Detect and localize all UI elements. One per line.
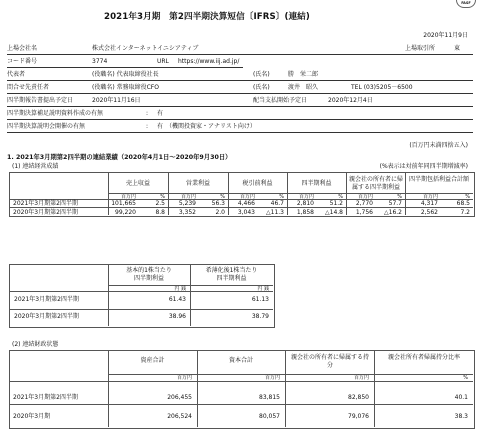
pct-value: 7.2 — [460, 209, 470, 216]
amount-value: 4,317 — [420, 200, 438, 207]
report-date-label: 四半期報告書提出予定日 — [7, 97, 74, 104]
pct-value: 2.5 — [155, 200, 165, 207]
meeting-colon: : — [146, 123, 149, 130]
amount-value: 80,057 — [259, 413, 280, 420]
divider — [7, 80, 473, 81]
url-link[interactable]: https://www.iij.ad.jp/ — [178, 58, 240, 65]
col-comprehensive: 四半期包括利益合計額 — [408, 176, 469, 183]
pct-value: △16.2 — [384, 209, 402, 216]
supp-value: 有 — [157, 110, 164, 117]
pct-value: 2.0 — [215, 209, 225, 216]
unit-label: 百万円 — [357, 194, 373, 200]
rounding-note: (百万円未満四捨五入) — [409, 142, 468, 149]
table-rule — [346, 172, 347, 215]
pct-value: △14.8 — [325, 209, 343, 216]
contact-title: (役職名) 常務取締役CFO — [92, 84, 159, 91]
pct-label: % — [160, 194, 165, 200]
eps-diluted-header-2: 四半期利益 — [216, 275, 247, 282]
eps-unit: 円 銭 — [174, 286, 186, 292]
unit-label: 百万円 — [298, 194, 314, 200]
pct-value: △11.3 — [266, 209, 284, 216]
eps-basic-value: 38.96 — [168, 313, 186, 320]
divider — [7, 67, 243, 68]
col-owners-equity: 親会社の所有者に帰属する持分 — [290, 354, 369, 369]
amount-value: 1,858 — [296, 209, 314, 216]
table-rule — [9, 404, 473, 405]
eps-basic-value: 61.43 — [168, 296, 186, 303]
pct-label: % — [338, 194, 343, 200]
pct-label: % — [279, 194, 284, 200]
supp-label: 四半期決算補足説明資料作成の有無 — [7, 110, 104, 117]
unit-label: 百万円 — [353, 375, 369, 381]
eps-diluted-value: 38.79 — [251, 313, 269, 320]
rep-name-label: (氏名) — [253, 71, 270, 78]
amount-value: 2,770 — [355, 200, 373, 207]
amount-value: 3,043 — [237, 209, 255, 216]
meeting-label: 四半期決算説明会開催の有無 — [7, 123, 86, 130]
company-label: 上場会社名 — [7, 45, 38, 52]
pct-value: 8.8 — [155, 209, 165, 216]
exchange-value: 東 — [454, 45, 461, 52]
table-rule — [287, 172, 288, 215]
section1-heading: 1. 2021年3月期第2四半期の連結業績（2020年4月1日～2020年9月30日） — [7, 154, 232, 161]
code-value: 3774 — [92, 58, 108, 65]
amount-value: 206,524 — [167, 413, 192, 420]
rep-label: 代表者 — [7, 71, 26, 78]
col-pretax: 税引前利益 — [242, 180, 273, 187]
table-rule — [168, 172, 169, 215]
unit-label: 百万円 — [180, 194, 196, 200]
pct-label: % — [397, 194, 402, 200]
row-label: 2020年3月期第2四半期 — [13, 209, 78, 216]
divider — [7, 93, 473, 94]
col-revenue: 売上収益 — [125, 180, 150, 187]
contact-label: 問合せ先責任者 — [7, 84, 50, 91]
eps-unit: 円 銭 — [257, 286, 269, 292]
company-name: 株式会社インターネットイニシアティブ — [92, 45, 199, 52]
amount-value: 1,756 — [355, 209, 373, 216]
table-rule — [9, 309, 273, 310]
divider — [7, 106, 473, 107]
pct-label: % — [465, 194, 470, 200]
table-rule — [9, 207, 473, 208]
unit-label: 百万円 — [239, 194, 255, 200]
meeting-value: 有 （機関投資家・アナリスト向け） — [157, 123, 256, 130]
col-total-equity: 資本合計 — [228, 357, 253, 364]
eps-diluted-value: 61.13 — [251, 296, 269, 303]
row-label: 2021年3月期第2四半期 — [13, 394, 78, 401]
col-profit: 四半期利益 — [301, 180, 332, 187]
row-label: 2020年3月期 — [13, 413, 51, 420]
section1-sub: (1) 連結経営成績 — [12, 163, 59, 170]
eps-row-label: 2020年3月期第2四半期 — [14, 313, 79, 320]
section2-sub: (2) 連結財政状態 — [12, 341, 59, 348]
ratio-value: 40.1 — [454, 394, 468, 401]
ratio-value: 38.3 — [454, 413, 468, 420]
rep-name: 勝 栄二郎 — [288, 71, 319, 78]
pct-label: % — [220, 194, 225, 200]
unit-label: 百万円 — [120, 194, 136, 200]
amount-value: 206,455 — [167, 394, 192, 401]
divider — [7, 119, 473, 120]
dividend-label: 配当支払開始予定日 — [253, 97, 308, 104]
amount-value: 3,352 — [178, 209, 196, 216]
pct-note: (%表示は対前年同四半期増減率) — [379, 163, 468, 170]
exchange-label: 上場取引所 — [405, 45, 436, 52]
table-rule — [405, 172, 406, 215]
amount-value: 2,810 — [296, 200, 314, 207]
pct-value: 46.7 — [270, 200, 284, 207]
contact-tel: TEL (03)5205－6500 — [351, 84, 413, 91]
pct-value: 57.7 — [388, 200, 402, 207]
pct-value: 56.3 — [211, 200, 225, 207]
unit-label: 百万円 — [264, 375, 280, 381]
col-total-assets: 資産合計 — [140, 357, 165, 364]
pct-label: % — [463, 375, 468, 381]
divider — [7, 54, 473, 55]
amount-value: 2,562 — [420, 209, 438, 216]
code-label: コード番号 — [7, 58, 38, 65]
eps-basic-header-1: 基本的1株当たり — [126, 267, 172, 274]
table-rule — [228, 172, 229, 215]
amount-value: 99,220 — [115, 209, 136, 216]
report-date: 2020年11月9日 — [423, 32, 468, 39]
amount-value: 101,665 — [111, 200, 136, 207]
fasf-logo: FASF — [456, 0, 476, 8]
col-equity-ratio: 親会社所有者帰属持分比率 — [387, 354, 460, 361]
col-owners: 親会社の所有者に帰属する四半期利益 — [348, 176, 403, 191]
amount-value: 5,239 — [178, 200, 196, 207]
document-title: 2021年3月期 第2四半期決算短信〔IFRS〕(連結) — [104, 12, 310, 22]
amount-value: 79,076 — [348, 413, 369, 420]
url-label: URL — [157, 58, 169, 65]
row-label: 2021年3月期第2四半期 — [13, 200, 78, 207]
eps-diluted-header-1: 希薄化後1株当たり — [205, 267, 258, 274]
table-rule — [9, 381, 473, 382]
rep-title: (役職名) 代表取締役社長 — [92, 71, 159, 78]
unit-label: 百万円 — [422, 194, 438, 200]
contact-name-label: (氏名) — [253, 84, 270, 91]
amount-value: 83,815 — [259, 394, 280, 401]
divider — [7, 132, 473, 133]
eps-basic-header-2: 四半期利益 — [133, 275, 164, 282]
table-rule — [108, 172, 109, 215]
pct-value: 51.2 — [329, 200, 343, 207]
table-rule — [108, 374, 473, 375]
dividend-date: 2020年12月4日 — [328, 97, 373, 104]
amount-value: 82,850 — [348, 394, 369, 401]
pct-value: 68.5 — [456, 200, 470, 207]
supp-colon: : — [146, 110, 149, 117]
amount-value: 4,466 — [237, 200, 255, 207]
report-date-value: 2020年11月16日 — [92, 97, 141, 104]
unit-label: 百万円 — [176, 375, 192, 381]
col-operating: 営業利益 — [185, 180, 210, 187]
contact-name: 渡井 昭久 — [288, 84, 319, 91]
eps-row-label: 2021年3月期第2四半期 — [14, 296, 79, 303]
